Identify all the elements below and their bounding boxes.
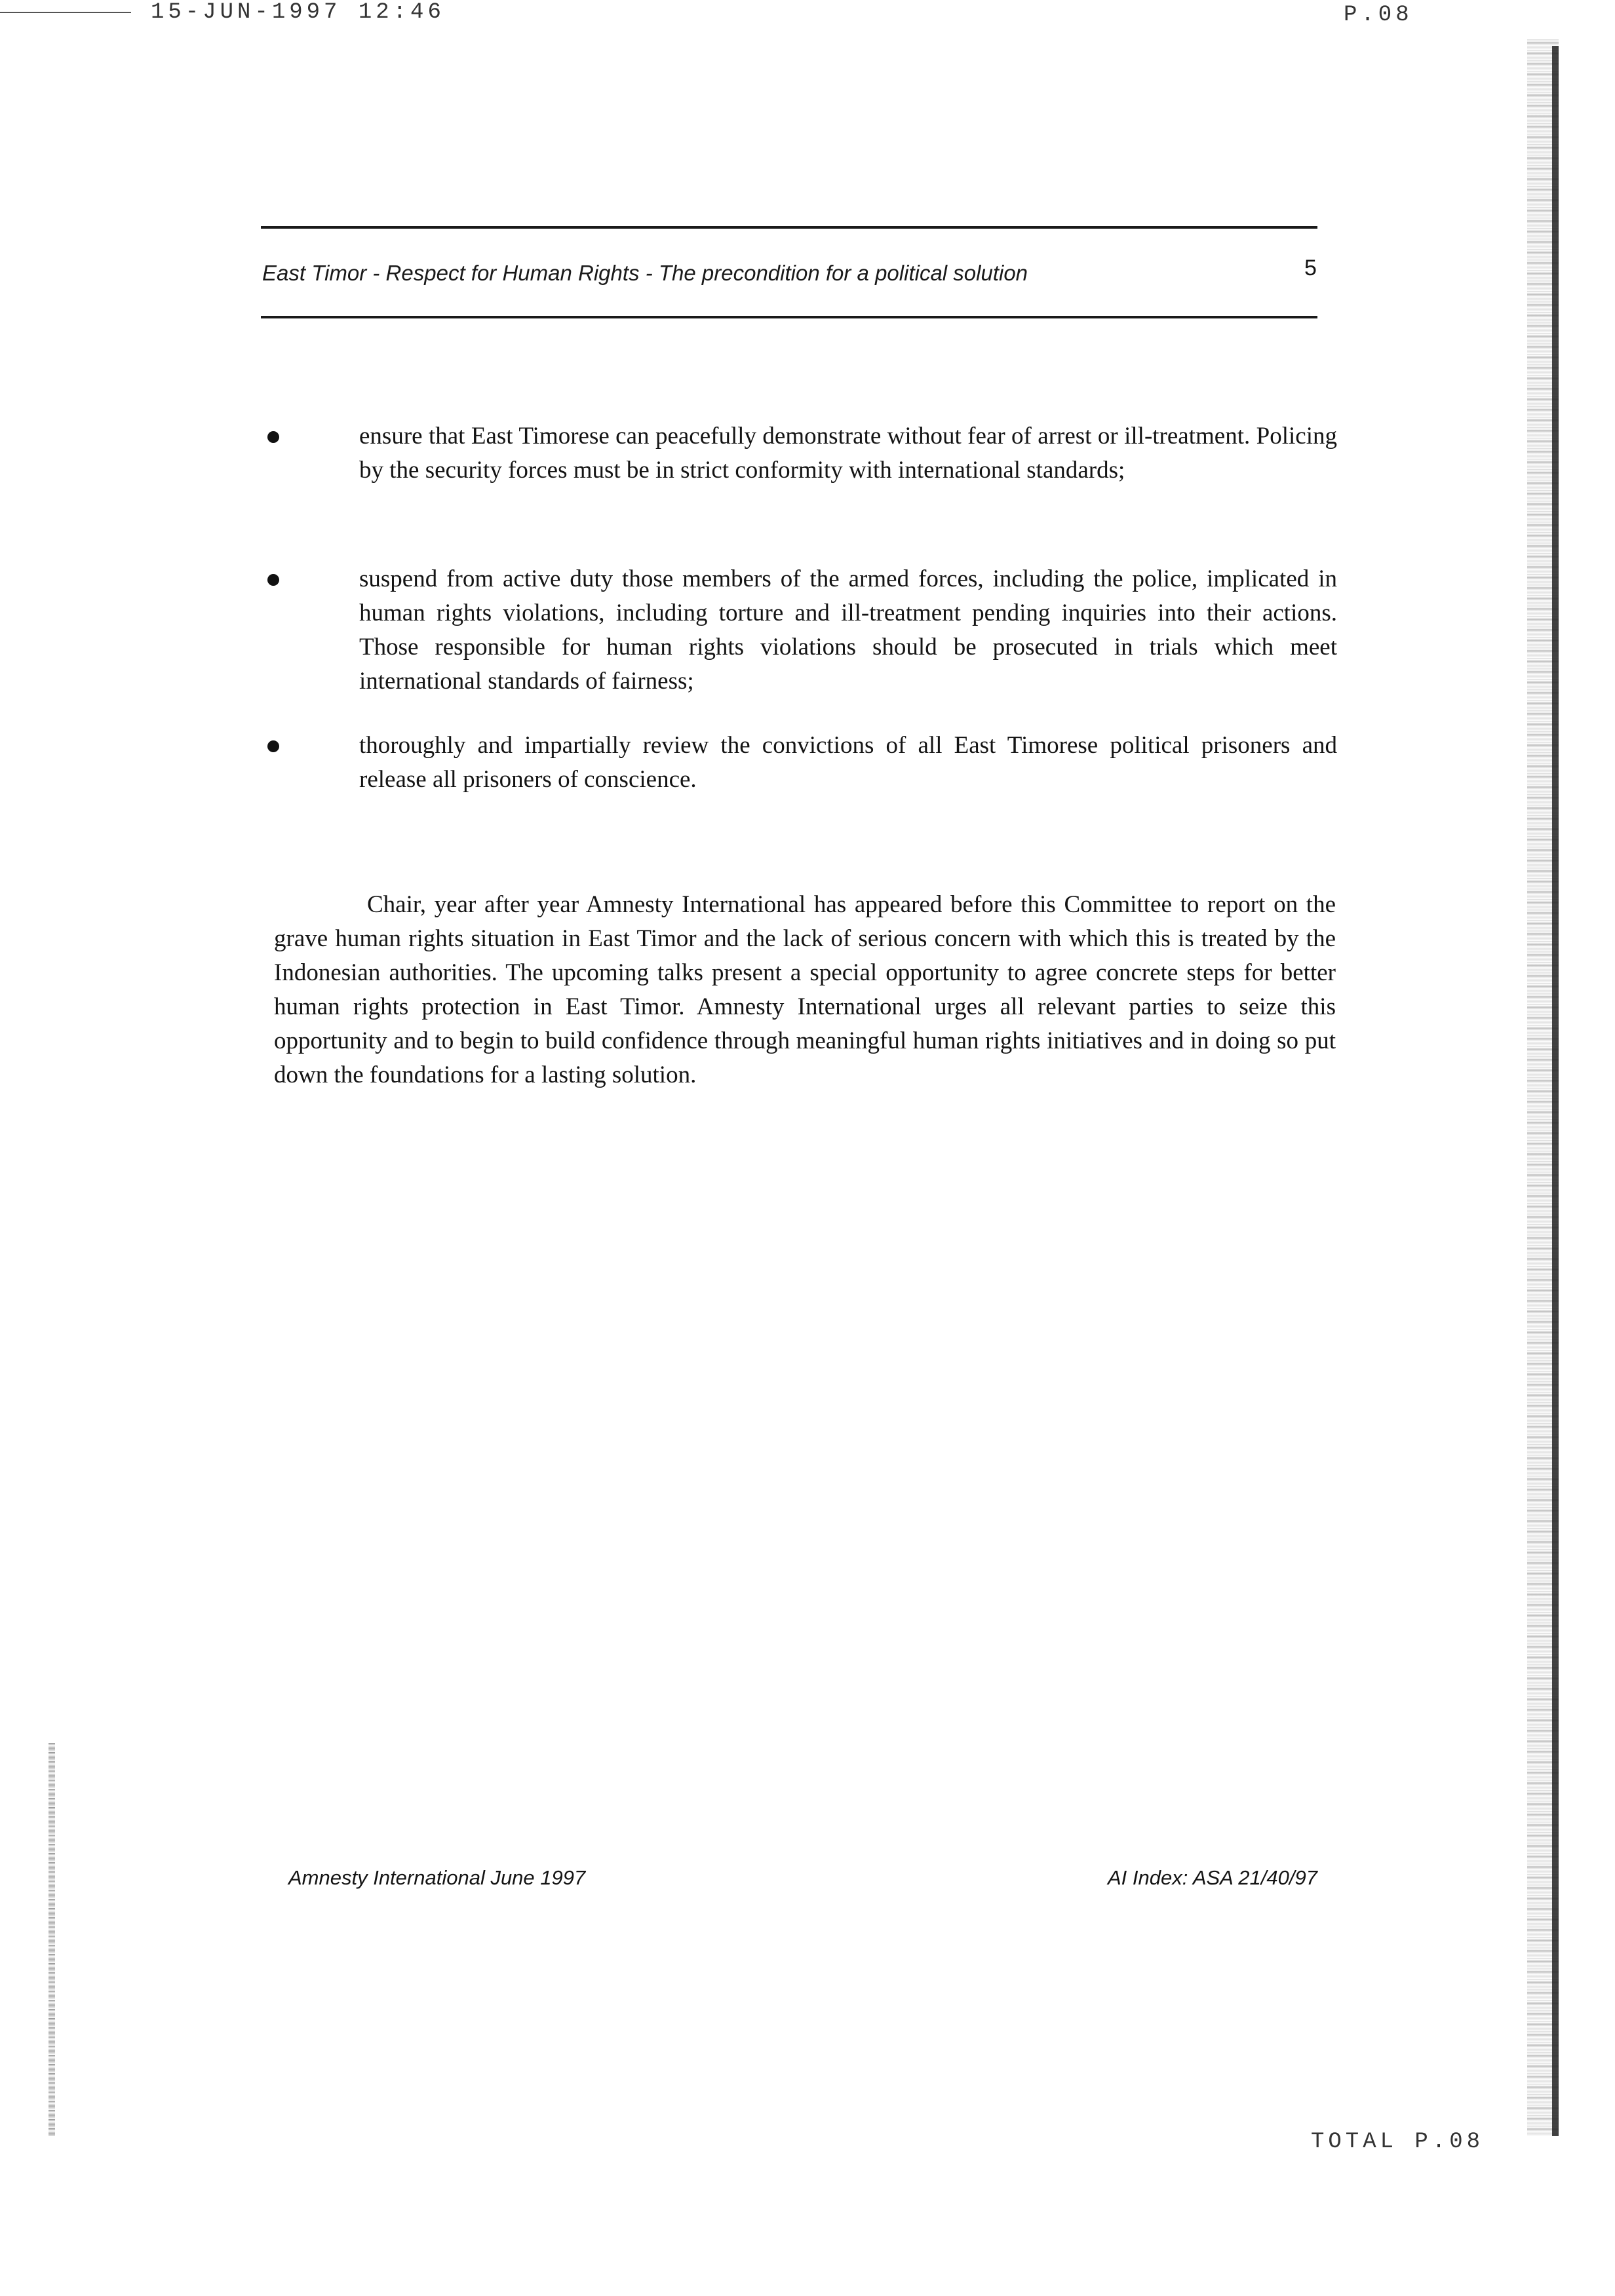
list-item-text: suspend from active duty those members of the armed forces, including the police, implicated in human rights violations, including torture and ill-treatment pending inquiries into their actions. Those responsible for human rights violations should be prosecuted in trials which meet international standards of fairness; <box>359 565 1337 695</box>
list-item-text: ensure that East Timorese can peacefully demonstrate without fear of arrest or ill-treatment. Policing by the security forces must be in strict conformity with international standards; <box>359 423 1337 484</box>
footer-publisher: Amnesty International June 1997 <box>288 1866 586 1889</box>
scan-artifact-line <box>0 12 131 13</box>
running-head-title: East Timor - Respect for Human Rights - The precondition for a political solution <box>262 261 1028 285</box>
list-item <box>262 729 1337 797</box>
page-number: 5 <box>1304 256 1317 280</box>
closing-paragraph: Chair, year after year Amnesty International has appeared before this Committee to report on the grave human rights situation in East Timor and the lack of serious concern with which this is treated by the Indonesian authorities. The upcoming talks present a special opportunity to agree concrete steps for better human rights protection in East Timor. Amnesty International urges all relevant parties to seize this opportunity and to begin to build confidence through meaningful human rights initiatives and in doing so put down the foundations for a lasting solution. <box>274 891 1336 1088</box>
scan-edge-bar-right <box>1552 46 1559 2136</box>
fax-timestamp: 15-JUN-1997 12:46 <box>151 0 445 25</box>
list-item-text: thoroughly and impartially review the convictions of all East Timorese political prisoners and release all prisoners of conscience. <box>359 732 1337 793</box>
bullet-icon <box>267 740 279 752</box>
bullet-icon <box>267 574 279 586</box>
fax-page-marker: P.08 <box>1344 3 1413 28</box>
bullet-icon <box>267 431 279 443</box>
fax-total-pages: TOTAL P.08 <box>1311 2130 1485 2154</box>
header-rule-top <box>261 226 1317 229</box>
scan-edge-noise-left <box>49 1743 55 2136</box>
footer-index: AI Index: ASA 21/40/97 <box>1108 1866 1317 1889</box>
header-rule-bottom <box>261 316 1317 318</box>
list-item <box>262 419 1337 488</box>
list-item <box>262 562 1337 698</box>
